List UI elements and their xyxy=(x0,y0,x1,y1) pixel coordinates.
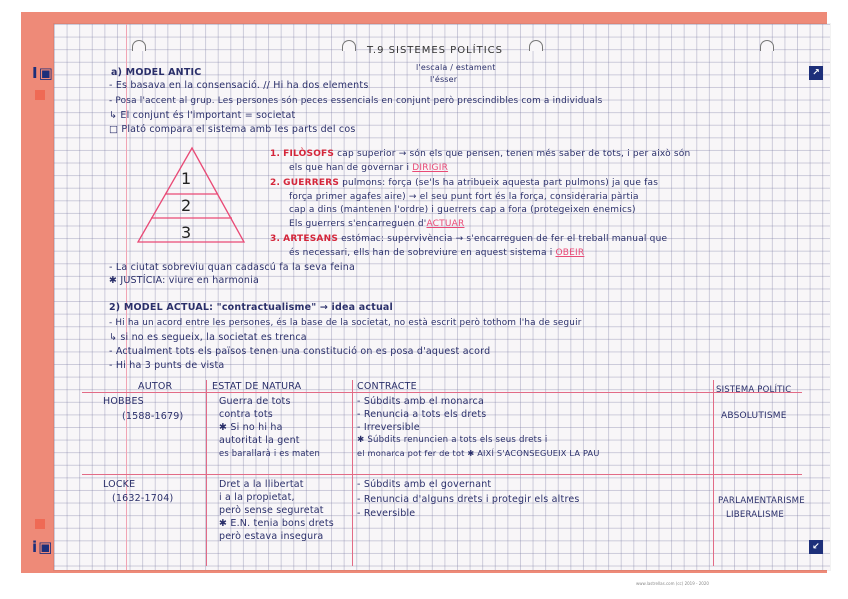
text-line: - Posa l'accent al grup. Les persones són peces essencials en conjunt però prescindibles com a individuals xyxy=(109,96,603,106)
table-rule xyxy=(82,474,802,475)
text-line: - La ciutat sobreviu quan cadascú fa la seva feina xyxy=(109,262,356,273)
section2-heading: 2) MODEL ACTUAL: "contractualisme" → idea actual xyxy=(109,302,393,313)
contracte-line: el monarca pot fer de tot ✱ AIXÍ S'ACONSEGUEIX LA PAU xyxy=(357,448,600,458)
pyramid-diagram xyxy=(134,146,254,246)
estat-line: Guerra de tots xyxy=(219,396,291,407)
pyramid-level-2: 2 xyxy=(181,196,192,215)
red-square-marker xyxy=(35,519,45,529)
table-col-divider xyxy=(352,380,353,566)
class-text: cap superior → són els que pensen, tenen més saber de tots, i per això són xyxy=(337,149,691,159)
table-header-contracte: CONTRACTE xyxy=(357,381,417,392)
class-item-guerrers xyxy=(270,178,658,188)
autor-dates: (1588-1679) xyxy=(122,411,184,422)
brand-logo-top: I▣ xyxy=(32,64,54,82)
text-line: □ Plató compara el sistema amb les parts del cos xyxy=(109,124,356,135)
class-keyword: ACTUAR xyxy=(426,219,465,229)
binder-hole xyxy=(132,40,146,51)
contracte-line: - Irreversible xyxy=(357,422,420,433)
contracte-line: - Súbdits amb el monarca xyxy=(357,396,484,407)
estat-line: autoritat la gent xyxy=(219,435,300,446)
page-title: T.9 SISTEMES POLÍTICS xyxy=(367,45,503,56)
binder-hole xyxy=(760,40,774,51)
table-rule xyxy=(82,392,802,393)
class-text: Els guerrers s'encarreguen d' xyxy=(289,219,427,229)
class-keyword: OBEIR xyxy=(555,248,585,258)
text-line: - Hi ha un acord entre les persones, és la base de la societat, no està escrit però tothom l'ha de seguir xyxy=(109,318,582,328)
table-header-autor: AUTOR xyxy=(138,381,173,392)
elements-note-2: l'ésser xyxy=(430,75,458,84)
class-line: força primer agafes aire) → el seu punt fort és la força, consideraria pàrtia xyxy=(289,192,639,202)
autor-name: LOCKE xyxy=(103,479,136,490)
estat-line: contra tots xyxy=(219,409,273,420)
text-line: - Actualment tots els països tenen una constitució on es posa d'aquest acord xyxy=(109,346,491,357)
class-name: GUERRERS xyxy=(283,178,340,188)
red-square-marker xyxy=(35,90,45,100)
contracte-line: - Renuncia a tots els drets xyxy=(357,409,487,420)
contracte-line: - Renuncia d'alguns drets i protegir els altres xyxy=(357,494,580,505)
class-line: cap a dins (mantenen l'ordre) i guerrers cap a fora (protegeixen enemics) xyxy=(289,205,636,215)
corner-mark-icon: ↗ xyxy=(809,66,823,80)
sistema-value: ABSOLUTISME xyxy=(721,411,787,421)
class-line xyxy=(289,219,464,229)
binder-hole xyxy=(529,40,543,51)
class-text: és necessari, ells han de sobreviure en aquest sistema i xyxy=(289,248,553,258)
autor-name: HOBBES xyxy=(103,396,144,407)
class-line xyxy=(289,248,584,258)
estat-line: Dret a la llibertat xyxy=(219,479,304,490)
class-name: FILÒSOFS xyxy=(283,149,335,159)
table-col-divider xyxy=(206,380,207,566)
class-number: 3. xyxy=(270,234,281,244)
section1-heading: a) MODEL ANTIC xyxy=(111,67,202,78)
class-name: ARTESANS xyxy=(283,234,338,244)
text-line: ↳ El conjunt és l'important = societat xyxy=(109,110,296,121)
text-line: - Hi ha 3 punts de vista xyxy=(109,360,225,371)
binder-hole xyxy=(342,40,356,51)
class-item-filosofs xyxy=(270,149,690,159)
class-text: estómac: supervivència → s'encarreguen de fer el treball manual que xyxy=(341,234,668,244)
text-line: - Es basava en la consensació. // Hi ha dos elements xyxy=(109,80,369,91)
sistema-value: PARLAMENTARISME xyxy=(718,496,805,506)
notebook-sheet xyxy=(21,12,827,573)
class-number: 2. xyxy=(270,178,281,188)
estat-line: ✱ E.N. tenia bons drets xyxy=(219,518,334,529)
class-item-artesans xyxy=(270,234,667,244)
elements-note-1: l'escala / estament xyxy=(416,63,496,72)
corner-mark-icon: ↙ xyxy=(809,540,823,554)
table-header-estat: ESTAT DE NATURA xyxy=(212,381,302,392)
estat-line: i a la propietat, xyxy=(219,492,295,503)
class-line xyxy=(289,163,448,173)
pyramid-level-1: 1 xyxy=(181,169,192,188)
page-footer: www.lastrellas.com (cc) 2019 - 2020 xyxy=(636,581,709,586)
estat-line: però sense seguretat xyxy=(219,505,324,516)
contracte-line: - Reversible xyxy=(357,508,416,519)
estat-line: es barallarà i es maten xyxy=(219,448,321,458)
estat-line: però estava insegura xyxy=(219,531,324,542)
class-keyword: DIRIGIR xyxy=(412,163,449,173)
estat-line: ✱ Si no hi ha xyxy=(219,422,283,433)
text-line: ✱ JUSTÍCIA: viure en harmonia xyxy=(109,275,260,286)
class-number: 1. xyxy=(270,149,281,159)
contracte-line: - Súbdits amb el governant xyxy=(357,479,492,490)
table-header-sistema: SISTEMA POLÍTIC xyxy=(716,385,792,395)
class-text: els que han de governar i xyxy=(289,163,410,173)
pyramid-level-3: 3 xyxy=(181,223,192,242)
class-text: pulmons: força (se'ls ha atribueix aquesta part pulmons) ja que fas xyxy=(342,178,659,188)
sistema-value: LIBERALISME xyxy=(726,510,784,520)
grid-paper xyxy=(32,24,830,570)
autor-dates: (1632-1704) xyxy=(112,493,174,504)
table-col-divider xyxy=(713,380,714,566)
contracte-line: ✱ Súbdits renuncien a tots els seus drets i xyxy=(357,435,548,445)
text-line: ↳ si no es segueix, la societat es trenca xyxy=(109,332,307,343)
brand-logo-bottom: i▣ xyxy=(32,538,54,556)
